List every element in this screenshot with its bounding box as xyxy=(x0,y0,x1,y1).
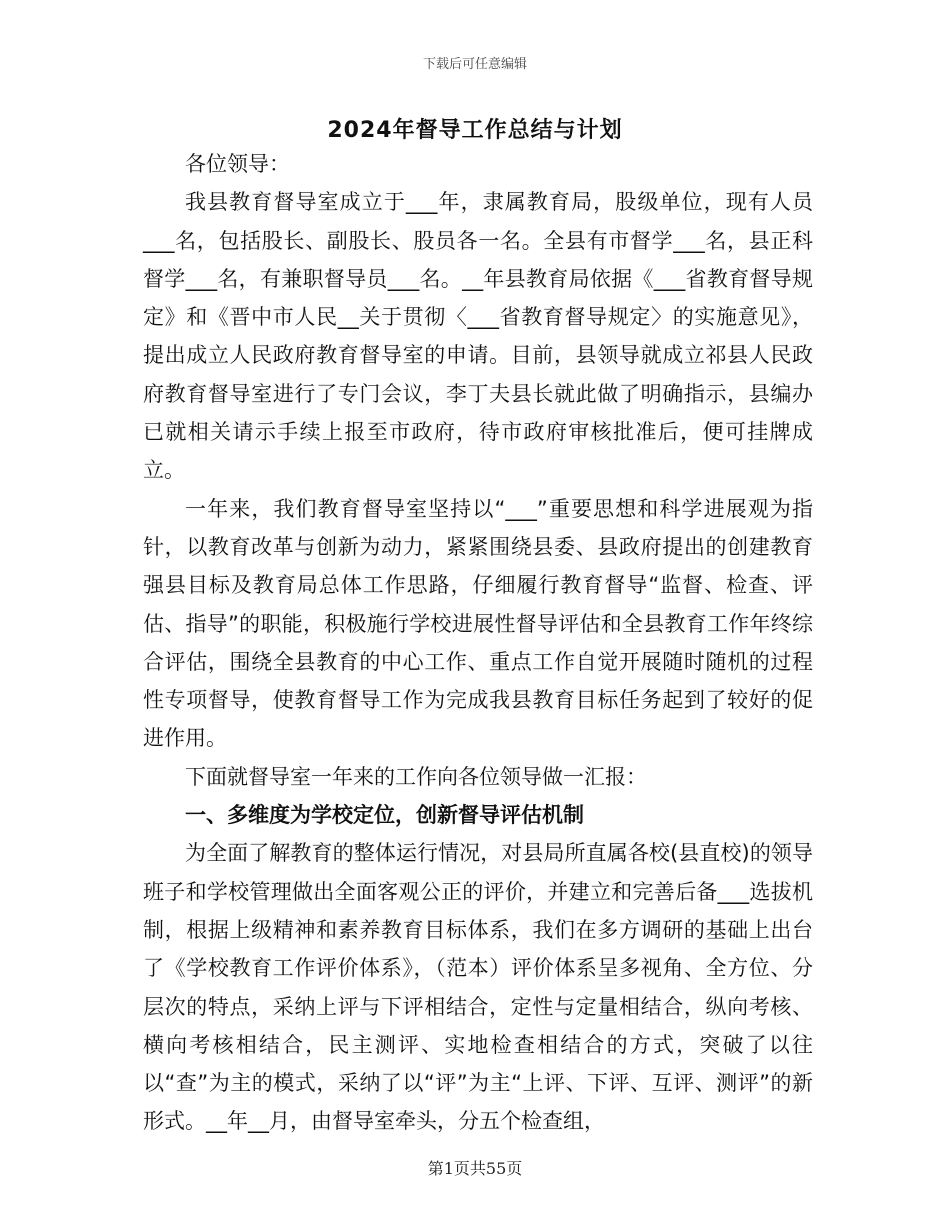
section-heading-1: 一、多维度为学校定位，创新督导评估机制 xyxy=(185,803,584,828)
header-note: 下载后可任意编辑 xyxy=(422,57,527,72)
paragraph-section-1: 为全面了解教育的整体运行情况，对县局所直属各校(县直校)的领导班子和学校管理做出全面客观公正的评价，并建立和完善后备___选拔机制，根据上级精神和素养教育目标体系，我们在多方调研的基础上出台了《学校教育工作评价体系》，（范本）评价体系呈多视角、全方位、分层次的特点，采纳上评与下评相结合，定性与定量相结合，纵向考核、横向考核相结合，民主测评、实地检查相结合的方式，突破了以往以“查”为主的模式，采纳了以“评”为主“上评、下评、互评、测评”的新形式。__年__月，由督导室牵头，分五个检查组， xyxy=(143,841,813,1134)
salutation: 各位领导： xyxy=(185,152,290,176)
paragraph-overview: 一年来，我们教育督导室坚持以“___”重要思想和科学进展观为指针，以教育改革与创新为动力，紧紧围绕县委、县政府提出的创建教育强县目标及教育局总体工作思路，仔细履行教育督导“监督、检查、评估、指导”的职能，积极施行学校进展性督导评估和全县教育工作年终综合评估，围绕全县教育的中心工作、重点工作自觉开展随时随机的过程性专项督导，使教育督导工作为完成我县教育目标任务起到了较好的促进作用。 xyxy=(143,496,813,751)
document-title: 2024年督导工作总结与计划 xyxy=(327,118,623,143)
page-number: 第1页共55页 xyxy=(427,1159,523,1178)
paragraph-intro: 我县教育督导室成立于___年，隶属教育局，股级单位，现有人员___名，包括股长、副股长、股员各一名。全县有市督学___名，县正科督学___名，有兼职督导员___名。__年县教育局依据《___省教育督导规定》和《晋中市人民__关于贯彻〈___省教育督导规定〉的实施意见》，提出成立人民政府教育督导室的申请。目前，县领导就成立祁县人民政府教育督导室进行了专门会议，李丁夫县长就此做了明确指示，县编办已就相关请示手续上报至市政府，待市政府审核批准后，便可挂牌成立。 xyxy=(143,190,813,483)
document-body xyxy=(143,145,813,1141)
paragraph-report-lead: 下面就督导室一年来的工作向各位领导做一汇报： xyxy=(185,764,647,789)
